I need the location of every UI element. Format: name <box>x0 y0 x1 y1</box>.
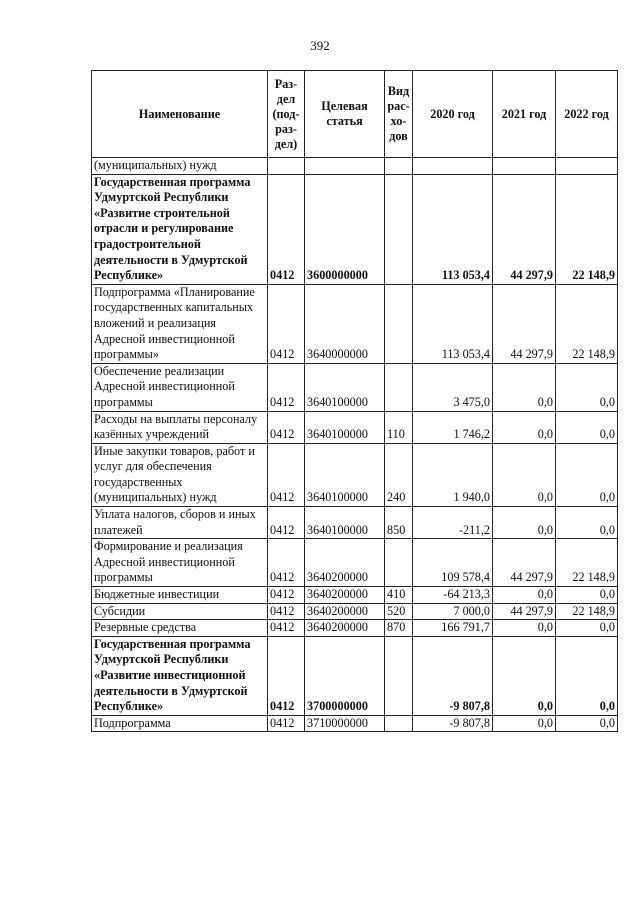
cell-2021: 0,0 <box>493 411 556 443</box>
cell-2020: -211,2 <box>413 507 493 539</box>
table-row <box>92 158 618 175</box>
cell-name: Обеспечение реализации Адресной инвестиционной программы <box>92 363 268 411</box>
cell-section: 0412 <box>268 715 305 732</box>
cell-section: 0412 <box>268 636 305 715</box>
cell-2021: 0,0 <box>493 507 556 539</box>
cell-target: 3640200000 <box>305 587 385 604</box>
cell-target <box>305 158 385 175</box>
cell-name: Субсидии <box>92 603 268 620</box>
page-number: 392 <box>310 38 330 53</box>
cell-2022: 22 148,9 <box>556 174 618 284</box>
cell-section: 0412 <box>268 507 305 539</box>
cell-2021: 44 297,9 <box>493 539 556 587</box>
cell-section: 0412 <box>268 443 305 506</box>
cell-2022: 0,0 <box>556 507 618 539</box>
cell-2022: 0,0 <box>556 715 618 732</box>
cell-target: 3640100000 <box>305 411 385 443</box>
cell-expense: 850 <box>385 507 413 539</box>
cell-2022: 0,0 <box>556 443 618 506</box>
table-row <box>92 587 618 604</box>
table-row <box>92 443 618 506</box>
cell-target: 3700000000 <box>305 636 385 715</box>
cell-section: 0412 <box>268 620 305 637</box>
cell-2022: 0,0 <box>556 363 618 411</box>
cell-2021: 0,0 <box>493 587 556 604</box>
cell-2020: 1 940,0 <box>413 443 493 506</box>
budget-table <box>91 70 618 732</box>
cell-2021: 0,0 <box>493 636 556 715</box>
cell-target: 3640100000 <box>305 443 385 506</box>
cell-expense: 240 <box>385 443 413 506</box>
header-name: Наименование <box>92 71 268 158</box>
cell-2020: 7 000,0 <box>413 603 493 620</box>
cell-2021: 0,0 <box>493 620 556 637</box>
header-target: Целевая статья <box>305 71 385 158</box>
cell-name: Иные закупки товаров, работ и услуг для обеспечения государственных (муниципальных) нужд <box>92 443 268 506</box>
table-header <box>92 71 618 158</box>
table-row <box>92 174 618 284</box>
cell-2022 <box>556 158 618 175</box>
cell-name: Подпрограмма «Планирование государственных капитальных вложений и реализация Адресной инвестиционной программы» <box>92 284 268 363</box>
header-expense: Вид рас- хо- дов <box>385 71 413 158</box>
cell-name: Резервные средства <box>92 620 268 637</box>
cell-section: 0412 <box>268 363 305 411</box>
cell-2020: -64 213,3 <box>413 587 493 604</box>
cell-target: 3640200000 <box>305 620 385 637</box>
header-2020: 2020 год <box>413 71 493 158</box>
cell-name: Расходы на выплаты персоналу казённых учреждений <box>92 411 268 443</box>
cell-expense: 410 <box>385 587 413 604</box>
cell-target: 3710000000 <box>305 715 385 732</box>
cell-2022: 22 148,9 <box>556 539 618 587</box>
cell-2020: -9 807,8 <box>413 636 493 715</box>
table-row <box>92 363 618 411</box>
cell-2020: 113 053,4 <box>413 174 493 284</box>
table-body <box>92 158 618 732</box>
cell-target: 3640200000 <box>305 539 385 587</box>
cell-2020: 166 791,7 <box>413 620 493 637</box>
cell-expense <box>385 158 413 175</box>
cell-2020: 113 053,4 <box>413 284 493 363</box>
table-row <box>92 603 618 620</box>
cell-section: 0412 <box>268 603 305 620</box>
cell-2020: 109 578,4 <box>413 539 493 587</box>
cell-2020: -9 807,8 <box>413 715 493 732</box>
cell-name: Государственная программа Удмуртской Республики «Развитие инвестиционной деятельности в Удмуртской Республике» <box>92 636 268 715</box>
cell-section: 0412 <box>268 539 305 587</box>
table-row <box>92 636 618 715</box>
cell-expense: 870 <box>385 620 413 637</box>
cell-target: 3640200000 <box>305 603 385 620</box>
table-row <box>92 620 618 637</box>
table-row <box>92 411 618 443</box>
cell-expense: 520 <box>385 603 413 620</box>
cell-2022: 0,0 <box>556 587 618 604</box>
cell-2020: 3 475,0 <box>413 363 493 411</box>
cell-name: Государственная программа Удмуртской Республики «Развитие строительной отрасли и регулирование градостроительной деятельности в Удмуртской Республике» <box>92 174 268 284</box>
cell-expense: 110 <box>385 411 413 443</box>
cell-2021: 0,0 <box>493 443 556 506</box>
header-2022: 2022 год <box>556 71 618 158</box>
cell-2021: 44 297,9 <box>493 603 556 620</box>
cell-section: 0412 <box>268 411 305 443</box>
cell-section: 0412 <box>268 174 305 284</box>
cell-name: (муниципальных) нужд <box>92 158 268 175</box>
cell-2021: 44 297,9 <box>493 174 556 284</box>
cell-expense <box>385 715 413 732</box>
cell-target: 3640000000 <box>305 284 385 363</box>
cell-expense <box>385 539 413 587</box>
cell-2022: 22 148,9 <box>556 284 618 363</box>
cell-expense <box>385 636 413 715</box>
cell-name: Подпрограмма <box>92 715 268 732</box>
cell-2022: 0,0 <box>556 411 618 443</box>
cell-target: 3600000000 <box>305 174 385 284</box>
cell-section: 0412 <box>268 587 305 604</box>
cell-section: 0412 <box>268 284 305 363</box>
cell-name: Формирование и реализация Адресной инвестиционной программы <box>92 539 268 587</box>
cell-2021: 44 297,9 <box>493 284 556 363</box>
header-2021: 2021 год <box>493 71 556 158</box>
cell-2021: 0,0 <box>493 363 556 411</box>
cell-name: Уплата налогов, сборов и иных платежей <box>92 507 268 539</box>
cell-2021: 0,0 <box>493 715 556 732</box>
table-row <box>92 284 618 363</box>
cell-target: 3640100000 <box>305 363 385 411</box>
cell-2022: 0,0 <box>556 636 618 715</box>
cell-2020 <box>413 158 493 175</box>
cell-2022: 22 148,9 <box>556 603 618 620</box>
table-row <box>92 539 618 587</box>
cell-expense <box>385 284 413 363</box>
cell-expense <box>385 174 413 284</box>
table-row <box>92 507 618 539</box>
cell-section <box>268 158 305 175</box>
cell-2021 <box>493 158 556 175</box>
cell-expense <box>385 363 413 411</box>
cell-name: Бюджетные инвестиции <box>92 587 268 604</box>
cell-2022: 0,0 <box>556 620 618 637</box>
header-section: Раз- дел (под- раз- дел) <box>268 71 305 158</box>
table-row <box>92 715 618 732</box>
cell-2020: 1 746,2 <box>413 411 493 443</box>
cell-target: 3640100000 <box>305 507 385 539</box>
